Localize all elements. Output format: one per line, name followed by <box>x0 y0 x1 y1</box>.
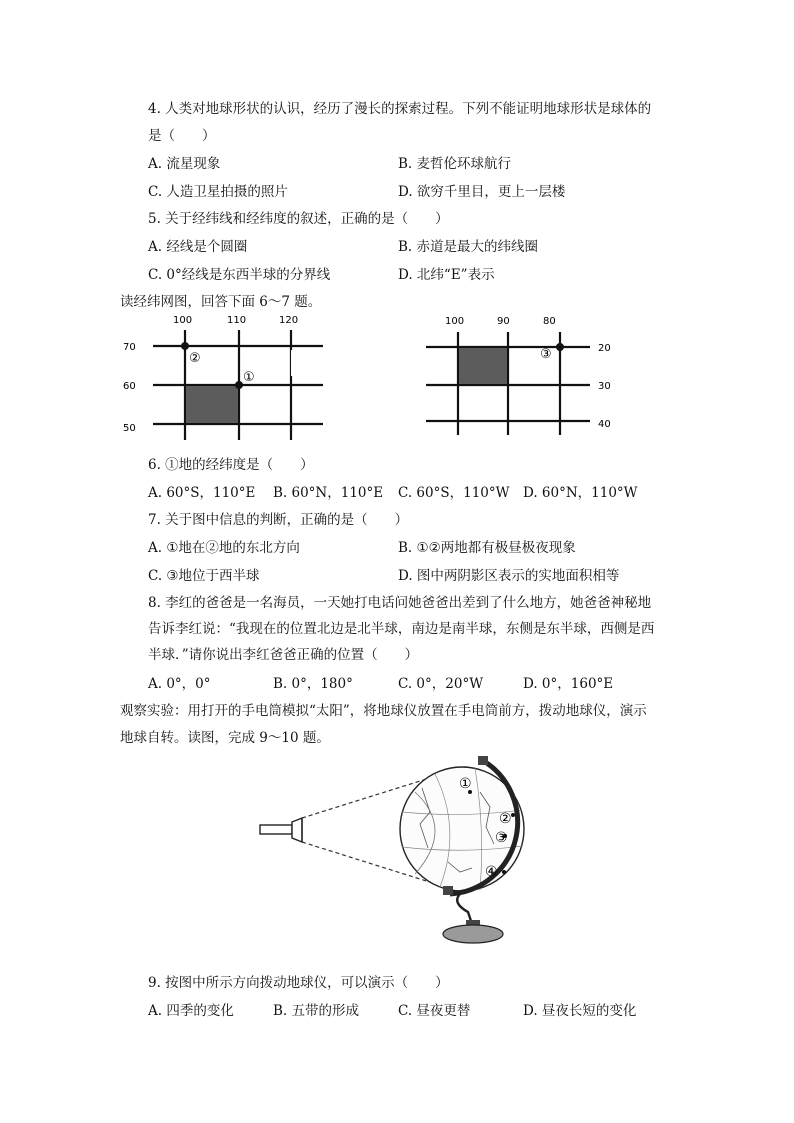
q9-stem: 9. 按图中所示方向拨动地球仪，可以演示（ ） <box>148 975 449 991</box>
globe-marker-4: ④ <box>485 864 498 880</box>
q7-option-a: A. ①地在②地的东北方向 <box>148 540 300 556</box>
grid-left-top-label: 120 <box>279 315 299 326</box>
q6-option-a: A. 60°S，110°E <box>148 485 256 501</box>
q6-option-d: D. 60°N，110°W <box>523 485 638 501</box>
q4-option-d: D. 欲穷千里目，更上一层楼 <box>398 184 566 200</box>
marker-1: ① <box>243 370 255 385</box>
grid-left-side-label: 50 <box>123 423 136 434</box>
marker-3: ③ <box>540 347 552 362</box>
marker-2: ② <box>189 351 201 366</box>
point-2-dot <box>181 342 189 350</box>
q4-stem-line1: 4. 人类对地球形状的认识，经历了漫长的探索过程。下列不能证明地球形状是球体的 <box>148 101 652 117</box>
grid-right-top-label: 100 <box>445 316 465 327</box>
globe-stand <box>443 892 503 943</box>
q5-option-a: A. 经线是个圆圈 <box>148 239 248 255</box>
q4-option-b: B. 麦哲伦环球航行 <box>398 156 512 172</box>
q6-option-b: B. 60°N，110°E <box>273 485 384 501</box>
grid-right-top-label: 90 <box>497 316 510 327</box>
grid-figure-right <box>420 310 635 435</box>
grid-right-side-label: 20 <box>598 343 611 354</box>
q8-stem-line1: 8. 李红的爸爸是一名海员，一天她打电话问她爸爸出差到了什么地方，她爸爸神秘地 <box>148 595 652 611</box>
q9-option-c: C. 昼夜更替 <box>398 1003 471 1019</box>
flashlight <box>260 818 302 842</box>
q7-stem: 7. 关于图中信息的判断，正确的是（ ） <box>148 512 409 528</box>
q8-option-c: C. 0°，20°W <box>398 676 484 692</box>
q4-option-c: C. 人造卫星拍摄的照片 <box>148 184 288 200</box>
grid-right-side-label: 40 <box>598 419 611 430</box>
intro-9-10-line1: 观察实验：用打开的手电筒模拟“太阳”，将地球仪放置在手电筒前方，拨动地球仪，演示 <box>120 703 647 719</box>
q5-option-b: B. 赤道是最大的纬线圈 <box>398 239 539 255</box>
grid-left-top-label: 110 <box>227 315 247 326</box>
point-3-dot <box>556 343 564 351</box>
q9-option-b: B. 五带的形成 <box>273 1003 360 1019</box>
grid-left-side-label: 60 <box>123 381 136 392</box>
q9-option-a: A. 四季的变化 <box>148 1003 234 1019</box>
shaded-area-left <box>186 386 238 423</box>
q5-option-c: C. 0°经线是东西半球的分界线 <box>148 267 331 283</box>
point-1-dot <box>235 381 243 389</box>
q9-option-d: D. 昼夜长短的变化 <box>523 1003 637 1019</box>
q5-stem: 5. 关于经纬线和经纬度的叙述，正确的是（ ） <box>148 211 449 227</box>
globe-marker-2: ② <box>499 811 512 827</box>
q5-option-d: D. 北纬“E”表示 <box>398 267 495 283</box>
intro-6-7: 读经纬网图，回答下面 6～7 题。 <box>120 294 322 310</box>
q6-stem: 6. ①地的经纬度是（ ） <box>148 457 314 473</box>
q7-option-d: D. 图中两阴影区表示的实地面积相等 <box>398 568 620 584</box>
globe-flashlight-figure <box>250 752 540 947</box>
intro-9-10-line2: 地球自转。读图，完成 9～10 题。 <box>120 730 330 746</box>
globe-marker-3: ③ <box>495 830 508 846</box>
grid-left-top-label: 100 <box>173 315 193 326</box>
q4-stem-line2: 是（ ） <box>148 128 216 144</box>
grid-right-top-label: 80 <box>543 316 556 327</box>
q8-stem-line2: 告诉李红说：“我现在的位置北边是北半球，南边是南半球，东侧是东半球，西侧是西 <box>148 621 655 637</box>
q8-option-a: A. 0°，0° <box>148 676 211 692</box>
q7-option-b: B. ①②两地都有极昼极夜现象 <box>398 540 576 556</box>
grid-figure-left <box>115 310 330 440</box>
q6-option-c: C. 60°S，110°W <box>398 485 510 501</box>
q4-option-a: A. 流星现象 <box>148 156 221 172</box>
q8-option-b: B. 0°，180° <box>273 676 353 692</box>
q8-stem-line3: 半球．”请你说出李红爸爸正确的位置（ ） <box>148 647 419 663</box>
grid-left-side-label: 70 <box>123 342 136 353</box>
grid-right-side-label: 30 <box>598 381 611 392</box>
globe-marker-1: ① <box>459 776 472 792</box>
q7-option-c: C. ③地位于西半球 <box>148 568 260 584</box>
q8-option-d: D. 0°，160°E <box>523 676 614 692</box>
shaded-area-right <box>459 348 507 384</box>
